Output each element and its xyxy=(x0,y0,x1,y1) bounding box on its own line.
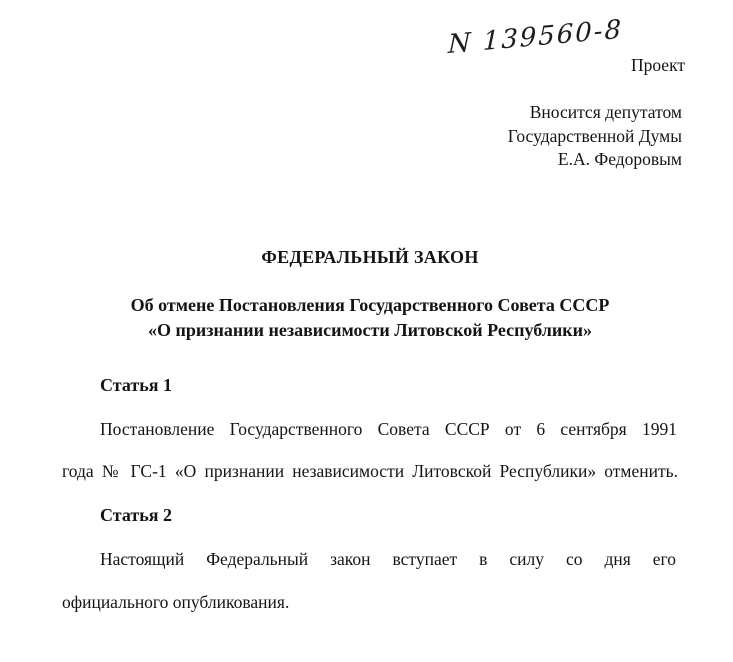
handwritten-registration-number: N 139560-8 xyxy=(447,14,624,61)
article-2-line-1: Настоящий Федеральный закон вступает в силу со дня его xyxy=(100,549,676,569)
article-1-heading: Статья 1 xyxy=(100,375,172,395)
submission-line-2: Государственной Думы xyxy=(507,125,682,146)
document-title: ФЕДЕРАЛЬНЫЙ ЗАКОН xyxy=(261,247,479,267)
submission-line-1: Вносится депутатом xyxy=(529,102,682,122)
article-2-line-2: официального опубликования. xyxy=(62,592,290,612)
article-1-line-1: Постановление Государственного Совета СССР от 6 сентября 1991 xyxy=(100,419,677,439)
document-subtitle xyxy=(40,293,700,343)
draft-label: Проект xyxy=(630,55,685,75)
submission-line-3: Е.А. Федоровым xyxy=(557,149,682,170)
subtitle-line-2: «О признании независимости Литовской Республики» xyxy=(148,320,592,340)
article-2-heading: Статья 2 xyxy=(100,505,172,525)
submission-block xyxy=(508,101,682,172)
article-1-line-2: года № ГС-1 «О признании независимости Литовской Республики» отменить. xyxy=(62,461,678,481)
subtitle-line-1: Об отмене Постановления Государственного Совета СССР xyxy=(130,295,610,315)
